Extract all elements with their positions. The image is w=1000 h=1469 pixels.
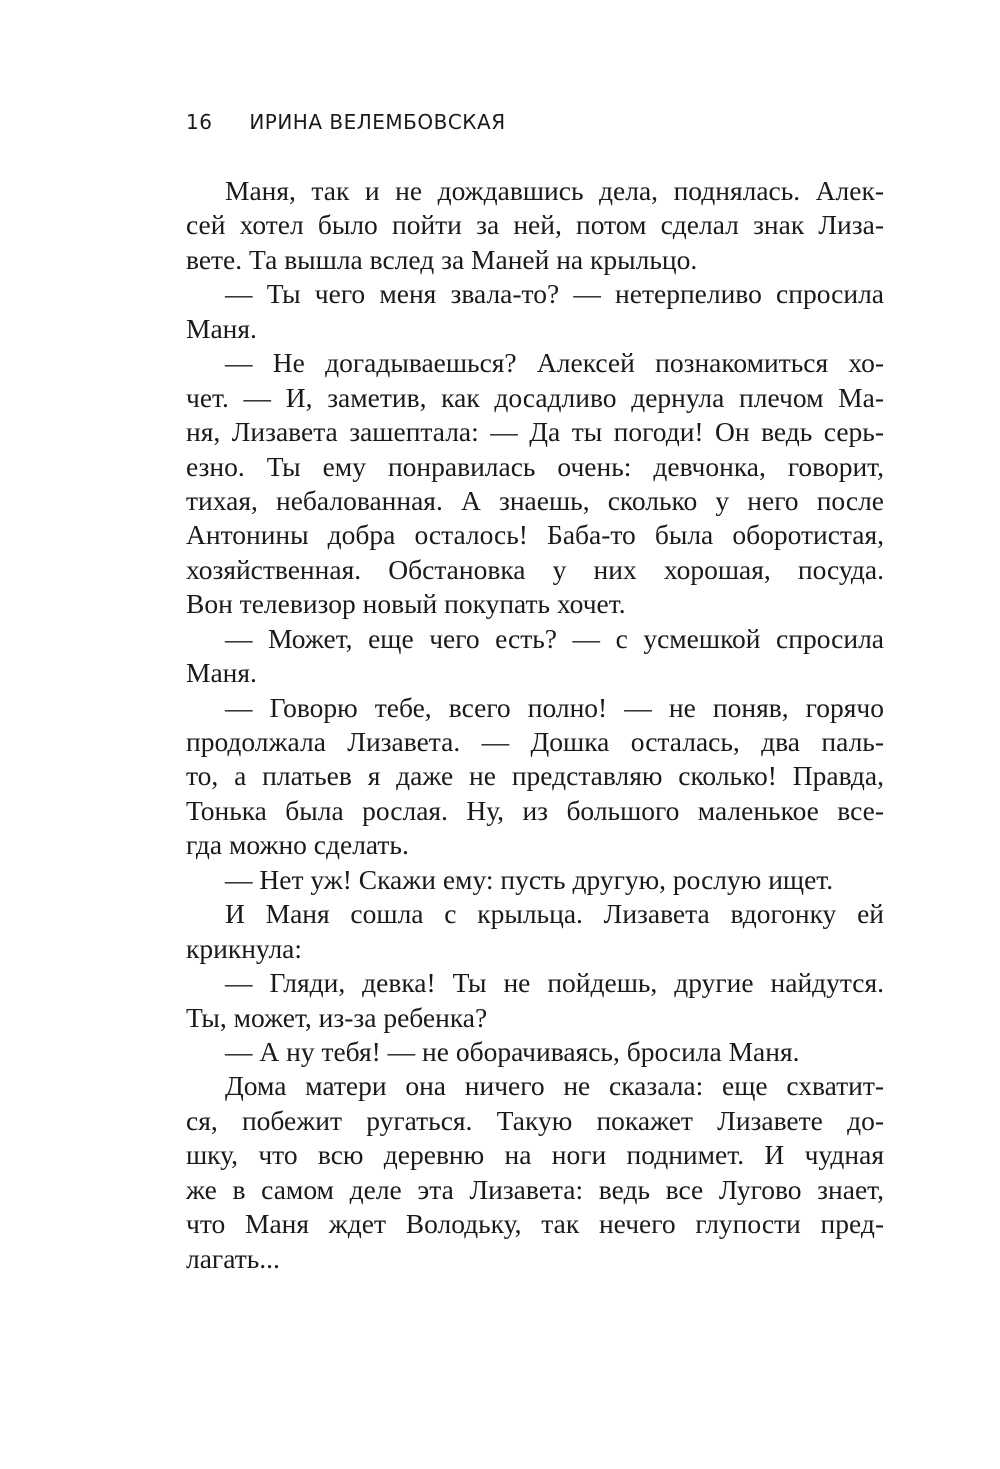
text-line: — Ты чего меня звала-то? — нетерпеливо спросила	[225, 278, 884, 310]
text-line: Тонька была рослая. Ну, из большого маленькое все-	[186, 794, 884, 826]
text-line: — Нет уж! Скажи ему: пусть другую, рослую ищет.	[225, 863, 834, 895]
text-line: что Маня ждет Володьку, так нечего глупости пред-	[186, 1208, 884, 1240]
text-line: — Гляди, девка! Ты не пойдешь, другие найдутся.	[225, 967, 884, 999]
text-line: чет. — И, заметив, как досадливо дернула плечом Ма-	[186, 381, 884, 413]
text-line: Маня.	[186, 657, 257, 689]
text-line: хозяйственная. Обстановка у них хорошая, посуда.	[186, 553, 884, 585]
text-line: Вон телевизор новый покупать хочет.	[186, 588, 626, 620]
page-body-text	[186, 174, 884, 1276]
text-line: Антонины добра осталось! Баба-то была оборотистая,	[186, 519, 884, 551]
running-header	[186, 110, 506, 134]
text-line: И Маня сошла с крыльца. Лизавета вдогонку ей	[225, 898, 884, 930]
text-line: сей хотел было пойти за ней, потом сделал знак Лиза-	[186, 209, 884, 241]
text-line: ся, побежит ругаться. Такую покажет Лизавете до-	[186, 1104, 884, 1136]
text-line: ня, Лизавета зашептала: — Да ты погоди! Он ведь серь-	[186, 416, 884, 448]
text-line: Ты, может, из-за ребенка?	[186, 1001, 488, 1033]
text-line: Маня, так и не дождавшись дела, поднялась. Алек-	[225, 175, 884, 206]
text-line: — Может, еще чего есть? — с усмешкой спросила	[225, 622, 884, 654]
page-number: 16	[186, 110, 213, 134]
text-line: крикнула:	[186, 932, 303, 964]
text-line: вете. Та вышла вслед за Маней на крыльцо.	[186, 243, 698, 275]
running-title: ИРИНА ВЕЛЕМБОВСКАЯ	[249, 110, 506, 134]
text-line: Маня.	[186, 312, 257, 344]
text-line: езно. Ты ему понравилась очень: девчонка, говорит,	[186, 450, 884, 482]
text-line: — Говорю тебе, всего полно! — не поняв, горячо	[225, 691, 884, 723]
text-line: же в самом деле эта Лизавета: ведь все Лугово знает,	[186, 1173, 884, 1205]
text-line: тихая, небалованная. А знаешь, сколько у него после	[186, 484, 884, 516]
text-line: то, а платьев я даже не представляю сколько! Правда,	[186, 760, 884, 792]
text-line: продолжала Лизавета. — Дошка осталась, два паль-	[186, 726, 884, 757]
text-line: — А ну тебя! — не оборачиваясь, бросила Маня.	[225, 1035, 800, 1067]
text-line: лагать...	[186, 1242, 280, 1274]
text-line: гда можно сделать.	[186, 829, 409, 861]
text-line: Дома матери она ничего не сказала: еще схватит-	[225, 1070, 884, 1102]
text-line: — Не догадываешься? Алексей познакомиться хо-	[225, 347, 884, 379]
text-line: шку, что всю деревню на ноги поднимет. И чудная	[186, 1139, 884, 1171]
